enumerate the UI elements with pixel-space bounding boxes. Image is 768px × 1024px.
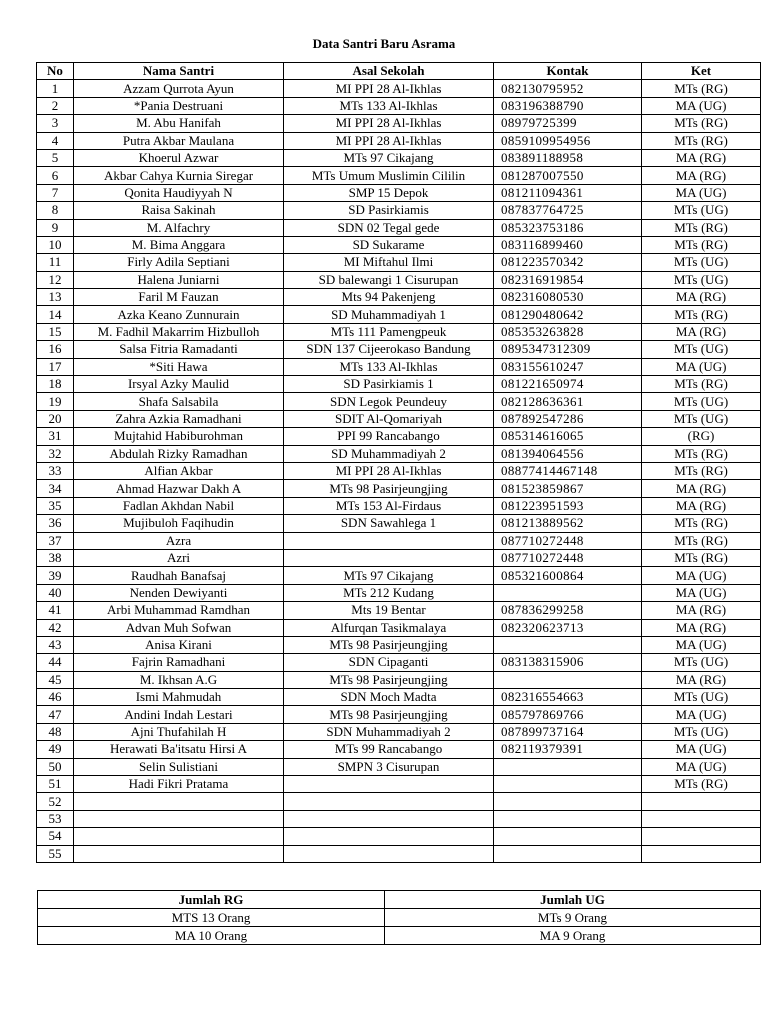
asal-sekolah-cell: SDN Cipaganti [284, 654, 494, 671]
kontak-cell: 081287007550 [494, 167, 642, 184]
table-row [37, 236, 761, 253]
santri-name-cell: Putra Akbar Maulana [74, 132, 284, 149]
santri-name-cell: Abdulah Rizky Ramadhan [74, 445, 284, 462]
keterangan-cell: MTs (UG) [642, 689, 761, 706]
row-number-cell: 13 [37, 289, 74, 306]
document-title: Data Santri Baru Asrama [312, 36, 456, 51]
table-row [37, 184, 761, 201]
row-number-cell: 4 [37, 132, 74, 149]
keterangan-cell: MTs (UG) [642, 654, 761, 671]
keterangan-cell: MTs (RG) [642, 776, 761, 793]
header-kontak: Kontak [494, 63, 642, 80]
kontak-cell: 087837764725 [494, 202, 642, 219]
row-number-cell: 51 [37, 776, 74, 793]
kontak-cell: 087892547286 [494, 410, 642, 427]
keterangan-cell: MA (UG) [642, 706, 761, 723]
row-number-cell: 20 [37, 410, 74, 427]
kontak-cell: 082119379391 [494, 741, 642, 758]
keterangan-cell: MA (UG) [642, 358, 761, 375]
kontak-cell: 083116899460 [494, 236, 642, 253]
santri-name-cell: Andini Indah Lestari [74, 706, 284, 723]
santri-name-cell [74, 828, 284, 845]
kontak-cell: 082128636361 [494, 393, 642, 410]
asal-sekolah-cell: MTs 97 Cikajang [284, 567, 494, 584]
kontak-cell: 08979725399 [494, 115, 642, 132]
santri-table-body [37, 80, 761, 863]
header-asal-sekolah: Asal Sekolah [284, 63, 494, 80]
santri-name-cell [74, 845, 284, 862]
row-number-cell: 50 [37, 758, 74, 775]
asal-sekolah-cell: SD Sukarame [284, 236, 494, 253]
table-row [37, 828, 761, 845]
keterangan-cell: MTs (UG) [642, 271, 761, 288]
keterangan-cell [642, 828, 761, 845]
keterangan-cell: MA (UG) [642, 97, 761, 114]
table-header-row [37, 63, 761, 80]
asal-sekolah-cell: MTs 98 Pasirjeungjing [284, 636, 494, 653]
row-number-cell: 48 [37, 723, 74, 740]
santri-name-cell: Qonita Haudiyyah N [74, 184, 284, 201]
keterangan-cell: MTs (RG) [642, 515, 761, 532]
kontak-cell [494, 793, 642, 810]
kontak-cell: 085353263828 [494, 323, 642, 340]
summary-header-row [38, 891, 761, 909]
keterangan-cell: MTs (RG) [642, 462, 761, 479]
table-row [37, 741, 761, 758]
summary-header-rg: Jumlah RG [38, 891, 385, 909]
table-row [37, 549, 761, 566]
kontak-cell: 081213889562 [494, 515, 642, 532]
santri-name-cell: Shafa Salsabila [74, 393, 284, 410]
row-number-cell: 8 [37, 202, 74, 219]
table-row [37, 584, 761, 601]
kontak-cell: 087899737164 [494, 723, 642, 740]
keterangan-cell: MTs (RG) [642, 115, 761, 132]
asal-sekolah-cell: MTs 98 Pasirjeungjing [284, 706, 494, 723]
santri-name-cell [74, 810, 284, 827]
table-row [37, 671, 761, 688]
keterangan-cell: MTs (RG) [642, 532, 761, 549]
santri-name-cell: *Siti Hawa [74, 358, 284, 375]
santri-name-cell [74, 793, 284, 810]
asal-sekolah-cell: Mts 19 Bentar [284, 602, 494, 619]
table-row [37, 80, 761, 97]
row-number-cell: 16 [37, 341, 74, 358]
santri-table [36, 62, 761, 863]
kontak-cell: 085323753186 [494, 219, 642, 236]
asal-sekolah-cell: MI PPI 28 Al-Ikhlas [284, 462, 494, 479]
summary-cell: MTs 9 Orang [385, 909, 761, 927]
row-number-cell: 43 [37, 636, 74, 653]
asal-sekolah-cell: MTs 153 Al-Firdaus [284, 497, 494, 514]
santri-name-cell: Azka Keano Zunnurain [74, 306, 284, 323]
row-number-cell: 44 [37, 654, 74, 671]
kontak-cell: 085321600864 [494, 567, 642, 584]
keterangan-cell: MTs (UG) [642, 202, 761, 219]
asal-sekolah-cell: SDN 137 Cijeerokaso Bandung [284, 341, 494, 358]
asal-sekolah-cell: SDN Sawahlega 1 [284, 515, 494, 532]
table-row [37, 202, 761, 219]
santri-name-cell: Khoerul Azwar [74, 149, 284, 166]
row-number-cell: 37 [37, 532, 74, 549]
santri-name-cell: M. Fadhil Makarrim Hizbulloh [74, 323, 284, 340]
table-row [37, 358, 761, 375]
header-no: No [37, 63, 74, 80]
table-row [37, 793, 761, 810]
asal-sekolah-cell: SDN Legok Peundeuy [284, 393, 494, 410]
santri-name-cell: Fadlan Akhdan Nabil [74, 497, 284, 514]
row-number-cell: 3 [37, 115, 74, 132]
asal-sekolah-cell: Mts 94 Pakenjeng [284, 289, 494, 306]
asal-sekolah-cell: SD Pasirkiamis 1 [284, 376, 494, 393]
keterangan-cell: MA (RG) [642, 497, 761, 514]
kontak-cell: 081211094361 [494, 184, 642, 201]
santri-name-cell: Arbi Muhammad Ramdhan [74, 602, 284, 619]
row-number-cell: 10 [37, 236, 74, 253]
row-number-cell: 9 [37, 219, 74, 236]
table-row [37, 97, 761, 114]
keterangan-cell: MA (RG) [642, 323, 761, 340]
santri-name-cell: Ahmad Hazwar Dakh A [74, 480, 284, 497]
row-number-cell: 38 [37, 549, 74, 566]
row-number-cell: 32 [37, 445, 74, 462]
asal-sekolah-cell: MTs Umum Muslimin Cililin [284, 167, 494, 184]
asal-sekolah-cell: MI Miftahul Ilmi [284, 254, 494, 271]
asal-sekolah-cell: MI PPI 28 Al-Ikhlas [284, 115, 494, 132]
kontak-cell: 082316080530 [494, 289, 642, 306]
row-number-cell: 2 [37, 97, 74, 114]
table-row [37, 323, 761, 340]
keterangan-cell: MA (RG) [642, 289, 761, 306]
asal-sekolah-cell [284, 845, 494, 862]
kontak-cell [494, 810, 642, 827]
kontak-cell: 083155610247 [494, 358, 642, 375]
summary-cell: MA 10 Orang [38, 927, 385, 945]
header-nama-santri: Nama Santri [74, 63, 284, 80]
table-row [37, 219, 761, 236]
kontak-cell: 081394064556 [494, 445, 642, 462]
asal-sekolah-cell: MTs 133 Al-Ikhlas [284, 97, 494, 114]
asal-sekolah-cell [284, 532, 494, 549]
table-row [37, 271, 761, 288]
row-number-cell: 47 [37, 706, 74, 723]
santri-name-cell: Zahra Azkia Ramadhani [74, 410, 284, 427]
kontak-cell: 082320623713 [494, 619, 642, 636]
santri-name-cell: Azzam Qurrota Ayun [74, 80, 284, 97]
asal-sekolah-cell: MTs 99 Rancabango [284, 741, 494, 758]
summary-row [38, 909, 761, 927]
row-number-cell: 46 [37, 689, 74, 706]
table-row [37, 462, 761, 479]
table-row [37, 341, 761, 358]
table-row [37, 306, 761, 323]
santri-name-cell: M. Bima Anggara [74, 236, 284, 253]
asal-sekolah-cell: SDN Muhammadiyah 2 [284, 723, 494, 740]
keterangan-cell: MTs (UG) [642, 393, 761, 410]
kontak-cell: 081523859867 [494, 480, 642, 497]
asal-sekolah-cell: MTs 212 Kudang [284, 584, 494, 601]
asal-sekolah-cell: SD balewangi 1 Cisurupan [284, 271, 494, 288]
table-row [37, 515, 761, 532]
asal-sekolah-cell: MTs 133 Al-Ikhlas [284, 358, 494, 375]
keterangan-cell: MTs (UG) [642, 410, 761, 427]
kontak-cell: 08877414467148 [494, 462, 642, 479]
row-number-cell: 33 [37, 462, 74, 479]
asal-sekolah-cell: SDN Moch Madta [284, 689, 494, 706]
table-row [37, 149, 761, 166]
santri-name-cell: Fajrin Ramadhani [74, 654, 284, 671]
table-row [37, 567, 761, 584]
keterangan-cell: MA (RG) [642, 619, 761, 636]
kontak-cell: 087710272448 [494, 532, 642, 549]
table-row [37, 428, 761, 445]
keterangan-cell: MTs (RG) [642, 376, 761, 393]
row-number-cell: 45 [37, 671, 74, 688]
keterangan-cell: MTs (UG) [642, 723, 761, 740]
row-number-cell: 1 [37, 80, 74, 97]
row-number-cell: 49 [37, 741, 74, 758]
kontak-cell: 085314616065 [494, 428, 642, 445]
table-row [37, 393, 761, 410]
table-row [37, 758, 761, 775]
row-number-cell: 15 [37, 323, 74, 340]
row-number-cell: 18 [37, 376, 74, 393]
santri-name-cell: Ismi Mahmudah [74, 689, 284, 706]
row-number-cell: 17 [37, 358, 74, 375]
row-number-cell: 42 [37, 619, 74, 636]
santri-name-cell: M. Alfachry [74, 219, 284, 236]
summary-header-ug: Jumlah UG [385, 891, 761, 909]
table-row [37, 654, 761, 671]
asal-sekolah-cell: SDN 02 Tegal gede [284, 219, 494, 236]
kontak-cell: 082316919854 [494, 271, 642, 288]
summary-cell: MA 9 Orang [385, 927, 761, 945]
kontak-cell [494, 776, 642, 793]
santri-name-cell: Raudhah Banafsaj [74, 567, 284, 584]
santri-name-cell: Herawati Ba'itsatu Hirsi A [74, 741, 284, 758]
kontak-cell: 081223570342 [494, 254, 642, 271]
santri-name-cell: M. Abu Hanifah [74, 115, 284, 132]
table-row [37, 776, 761, 793]
keterangan-cell: MTs (RG) [642, 219, 761, 236]
keterangan-cell: MA (UG) [642, 741, 761, 758]
asal-sekolah-cell: SD Pasirkiamis [284, 202, 494, 219]
asal-sekolah-cell: SD Muhammadiyah 1 [284, 306, 494, 323]
keterangan-cell: MTs (RG) [642, 445, 761, 462]
kontak-cell [494, 845, 642, 862]
row-number-cell: 54 [37, 828, 74, 845]
asal-sekolah-cell: PPI 99 Rancabango [284, 428, 494, 445]
row-number-cell: 7 [37, 184, 74, 201]
row-number-cell: 34 [37, 480, 74, 497]
table-row [37, 532, 761, 549]
santri-name-cell: Akbar Cahya Kurnia Siregar [74, 167, 284, 184]
keterangan-cell [642, 845, 761, 862]
keterangan-cell: MA (UG) [642, 584, 761, 601]
keterangan-cell: MTs (RG) [642, 80, 761, 97]
summary-table [37, 890, 761, 945]
santri-name-cell: Salsa Fitria Ramadanti [74, 341, 284, 358]
table-row [37, 689, 761, 706]
row-number-cell: 11 [37, 254, 74, 271]
kontak-cell: 082316554663 [494, 689, 642, 706]
table-row [37, 289, 761, 306]
santri-name-cell: Firly Adila Septiani [74, 254, 284, 271]
asal-sekolah-cell: MI PPI 28 Al-Ikhlas [284, 80, 494, 97]
table-row [37, 845, 761, 862]
row-number-cell: 39 [37, 567, 74, 584]
keterangan-cell: MA (UG) [642, 567, 761, 584]
row-number-cell: 36 [37, 515, 74, 532]
keterangan-cell: MA (UG) [642, 636, 761, 653]
kontak-cell: 0895347312309 [494, 341, 642, 358]
table-row [37, 497, 761, 514]
kontak-cell [494, 584, 642, 601]
row-number-cell: 52 [37, 793, 74, 810]
keterangan-cell: MA (RG) [642, 167, 761, 184]
table-row [37, 132, 761, 149]
santri-name-cell: Hadi Fikri Pratama [74, 776, 284, 793]
table-row [37, 254, 761, 271]
row-number-cell: 55 [37, 845, 74, 862]
keterangan-cell: MTs (RG) [642, 236, 761, 253]
santri-name-cell: Halena Juniarni [74, 271, 284, 288]
santri-name-cell: Ajni Thufahilah H [74, 723, 284, 740]
santri-name-cell: Mujibuloh Faqihudin [74, 515, 284, 532]
kontak-cell: 082130795952 [494, 80, 642, 97]
row-number-cell: 40 [37, 584, 74, 601]
keterangan-cell [642, 810, 761, 827]
santri-name-cell: Advan Muh Sofwan [74, 619, 284, 636]
table-row [37, 810, 761, 827]
header-ket: Ket [642, 63, 761, 80]
kontak-cell: 087836299258 [494, 602, 642, 619]
asal-sekolah-cell: MI PPI 28 Al-Ikhlas [284, 132, 494, 149]
table-row [37, 602, 761, 619]
row-number-cell: 14 [37, 306, 74, 323]
keterangan-cell: MA (RG) [642, 480, 761, 497]
keterangan-cell: MTs (RG) [642, 132, 761, 149]
santri-name-cell: Selin Sulistiani [74, 758, 284, 775]
kontak-cell: 087710272448 [494, 549, 642, 566]
table-row [37, 115, 761, 132]
summary-cell: MTS 13 Orang [38, 909, 385, 927]
keterangan-cell: MA (UG) [642, 184, 761, 201]
kontak-cell: 081223951593 [494, 497, 642, 514]
table-row [37, 723, 761, 740]
keterangan-cell: MA (RG) [642, 602, 761, 619]
asal-sekolah-cell: MTs 111 Pamengpeuk [284, 323, 494, 340]
asal-sekolah-cell: SMP 15 Depok [284, 184, 494, 201]
keterangan-cell [642, 793, 761, 810]
santri-name-cell: Azri [74, 549, 284, 566]
row-number-cell: 35 [37, 497, 74, 514]
asal-sekolah-cell [284, 793, 494, 810]
table-row [37, 619, 761, 636]
asal-sekolah-cell: Alfurqan Tasikmalaya [284, 619, 494, 636]
keterangan-cell: MA (RG) [642, 671, 761, 688]
keterangan-cell: MTs (RG) [642, 306, 761, 323]
asal-sekolah-cell [284, 776, 494, 793]
santri-name-cell: *Pania Destruani [74, 97, 284, 114]
kontak-cell: 083891188958 [494, 149, 642, 166]
row-number-cell: 53 [37, 810, 74, 827]
kontak-cell: 085797869766 [494, 706, 642, 723]
kontak-cell [494, 758, 642, 775]
asal-sekolah-cell: SD Muhammadiyah 2 [284, 445, 494, 462]
kontak-cell [494, 636, 642, 653]
table-row [37, 410, 761, 427]
santri-name-cell: Azra [74, 532, 284, 549]
asal-sekolah-cell [284, 549, 494, 566]
asal-sekolah-cell: SDIT Al-Qomariyah [284, 410, 494, 427]
row-number-cell: 5 [37, 149, 74, 166]
kontak-cell: 083196388790 [494, 97, 642, 114]
santri-name-cell: Raisa Sakinah [74, 202, 284, 219]
kontak-cell: 083138315906 [494, 654, 642, 671]
santri-name-cell: Nenden Dewiyanti [74, 584, 284, 601]
row-number-cell: 31 [37, 428, 74, 445]
asal-sekolah-cell: MTs 97 Cikajang [284, 149, 494, 166]
santri-name-cell: Irsyal Azky Maulid [74, 376, 284, 393]
keterangan-cell: MTs (RG) [642, 549, 761, 566]
kontak-cell [494, 671, 642, 688]
santri-name-cell: Mujtahid Habiburohman [74, 428, 284, 445]
row-number-cell: 6 [37, 167, 74, 184]
asal-sekolah-cell: MTs 98 Pasirjeungjing [284, 480, 494, 497]
table-row [37, 445, 761, 462]
row-number-cell: 12 [37, 271, 74, 288]
asal-sekolah-cell: MTs 98 Pasirjeungjing [284, 671, 494, 688]
keterangan-cell: MA (RG) [642, 149, 761, 166]
table-row [37, 376, 761, 393]
santri-name-cell: Faril M Fauzan [74, 289, 284, 306]
row-number-cell: 41 [37, 602, 74, 619]
keterangan-cell: MTs (UG) [642, 254, 761, 271]
santri-name-cell: M. Ikhsan A.G [74, 671, 284, 688]
kontak-cell [494, 828, 642, 845]
row-number-cell: 19 [37, 393, 74, 410]
santri-name-cell: Anisa Kirani [74, 636, 284, 653]
table-row [37, 636, 761, 653]
table-row [37, 706, 761, 723]
kontak-cell: 081290480642 [494, 306, 642, 323]
keterangan-cell: MTs (UG) [642, 341, 761, 358]
asal-sekolah-cell [284, 828, 494, 845]
asal-sekolah-cell: SMPN 3 Cisurupan [284, 758, 494, 775]
kontak-cell: 0859109954956 [494, 132, 642, 149]
asal-sekolah-cell [284, 810, 494, 827]
keterangan-cell: (RG) [642, 428, 761, 445]
summary-row [38, 927, 761, 945]
keterangan-cell: MA (UG) [642, 758, 761, 775]
kontak-cell: 081221650974 [494, 376, 642, 393]
table-row [37, 480, 761, 497]
table-row [37, 167, 761, 184]
santri-name-cell: Alfian Akbar [74, 462, 284, 479]
